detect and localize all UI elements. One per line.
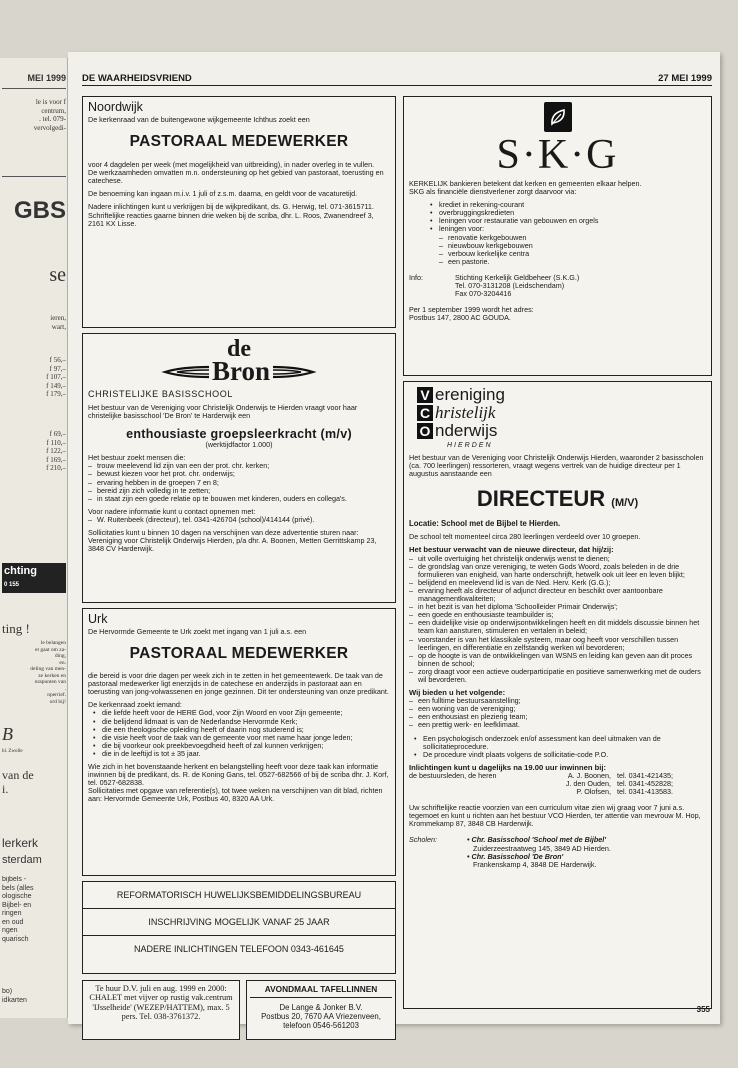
- prev-text-line: Bijbel- en: [2, 901, 32, 909]
- prev-price: f 122,–: [46, 447, 66, 455]
- right-column: [403, 96, 712, 994]
- contact-phone: tel. 0341-421435;: [617, 770, 673, 780]
- list-item: – een goede en enthousiaste teambuilder is;: [409, 611, 706, 619]
- list-item: • die belijdend lidmaat is van de Nederlandse Hervormde Kerk;: [88, 718, 390, 726]
- prev-price: f 149,–: [46, 381, 66, 390]
- contact-name: J. den Ouden,: [565, 779, 611, 788]
- prev-header-rule: [2, 88, 66, 89]
- ad-paragraph: De kerkenraad zoekt iemand:: [88, 700, 182, 710]
- prev-fragment-1: [2, 98, 66, 132]
- vco-place: HIERDEN: [447, 442, 493, 449]
- list-item: – in staat zijn een goede relatie op te bouwen met kinderen, ouders en collega's.: [88, 495, 390, 503]
- ad-skg: [403, 96, 712, 376]
- bureau-name: REFORMATORISCH HUWELIJKSBEMIDDELINGSBUREAU: [116, 890, 362, 900]
- school-name: • Chr. Basisschool 'De Bron': [467, 851, 564, 861]
- vco-letter: O: [417, 423, 433, 439]
- prev-divider: [2, 176, 66, 177]
- list-item: • die een theologische opleiding heeft of daarin nog studerend is;: [88, 726, 390, 734]
- bron-logo: [88, 358, 390, 385]
- headline-mv: (M/V): [611, 497, 639, 510]
- ad-noordwijk: [82, 96, 396, 328]
- prev-vande: van de i.: [2, 768, 34, 796]
- contacts-label: de bestuursleden, de heren: [409, 770, 497, 780]
- prev-chting-banner: chting 0 155: [2, 563, 66, 593]
- contact-phone: tel. 0341-452828;: [617, 779, 673, 788]
- ad-address: Vereniging voor Christelijk Onderwijs Hierden, p/a dhr. A. Boonen, Metten Gerrittskamp 23, 3848 CV Harderwijk.: [88, 536, 377, 554]
- list-item: – bewust kiezen voor het prot. chr. onderwijs;: [88, 470, 390, 478]
- info-lines: [455, 274, 579, 298]
- list-item: – bereid zijn zich volledig in te zetten;: [88, 487, 390, 495]
- previous-page-edge: [0, 58, 68, 1018]
- offer-list: [409, 697, 706, 729]
- avondmaal-title: AVONDMAAL TAFELLINNEN: [250, 984, 392, 998]
- prev-text-line: ze kerken en: [38, 672, 66, 679]
- schools-label: Scholen:: [409, 835, 437, 845]
- bron-logo-name: Bron: [211, 356, 271, 386]
- ad-paragraph: Uw schriftelijke reactie voorzien van een curriculum vitae zien wij graag voor 7 juni a.s. tegemoet en kunt u richten aan het bestuur VCO Hierden, ter attentie van mevrouw M. Hop, Krommekamp 87, 3848 CB Harderwijk.: [409, 803, 701, 829]
- section-heading: Wij bieden u het volgende:: [409, 688, 506, 698]
- list-item: – ervaring hebben in de groepen 7 en 8;: [88, 479, 390, 487]
- ad-paragraph: Schriftelijke reacties gaarne binnen drie weken bij de scriba, dhr. L. Roos, Zwanendreef 3, 2161 KX Lisse.: [88, 210, 374, 228]
- prev-big-text: GBS: [13, 198, 66, 224]
- ad-avondmaal: [246, 980, 396, 1040]
- section-heading: Het bestuur verwacht van de nieuwe directeur, dat hij/zij:: [409, 545, 614, 555]
- list-item: • krediet in rekening-courant: [425, 201, 706, 209]
- prev-text-line: ringen: [2, 910, 22, 917]
- requirements-list: [88, 709, 390, 758]
- prev-page-header: MEI 1999: [27, 74, 66, 83]
- ad-paragraph: Wie zich in het bovenstaande herkent en belangstelling heeft voor deze taak kan informatie inwinnen bij de predikant, ds. R. de Koning Gans, tel. 0527-682566 of bij de scriba dhr. J. Korf, tel. 0527-682838.: [88, 762, 389, 788]
- list-item: • Een psychologisch onderzoek en/of assessment kan deel uitmaken van de sollicitatieprocedure.: [409, 735, 706, 751]
- ad-intro: De kerkenraad van de buitengewone wijkgemeente Ichthus zoekt een: [88, 115, 310, 124]
- prev-price: f 179,–: [46, 390, 66, 398]
- list-item: – een woning van de vereniging;: [409, 705, 706, 713]
- list-item: – een pastorie.: [439, 258, 706, 266]
- wave-right-icon: [273, 364, 317, 380]
- contacts-table: [409, 772, 706, 796]
- prev-price: f 169,–: [46, 455, 66, 464]
- ad-paragraph: voor 4 dagdelen per week (met mogelijkheid van uitbreiding), in nader overleg in te vullen.: [88, 160, 375, 170]
- prev-price: f 107,–: [46, 373, 66, 381]
- ad-wtf: (werktijdfactor 1.000): [205, 440, 273, 450]
- prev-text-line: bijbels -: [2, 876, 27, 883]
- ad-paragraph: Sollicitaties met opgave van referentie(s), tot twee weken na verschijnen van dit blad, richten aan: Hervormde Gemeente Urk, Postbus 40, 8320 AA Urk.: [88, 786, 383, 804]
- list-item: – nieuwbouw kerkgebouwen: [439, 242, 706, 250]
- list-item: – voorstander is van het klassikale systeem, maar oog heeft voor verschillen tussen leerlingen, en differentiatie en zelfstandig werken wil bevorderen;: [409, 636, 706, 652]
- ad-place: Noordwijk: [88, 100, 143, 114]
- contact-phone: tel. 0341-413583.: [617, 787, 673, 797]
- prev-price: f 97,–: [49, 364, 66, 373]
- list-item: – trouw meelevend lid zijn van een der prot. chr. kerken;: [88, 462, 390, 470]
- newspaper-page: [68, 52, 720, 1030]
- ad-paragraph: Het bestuur zoekt mensen die:: [88, 453, 186, 463]
- prev-text-line: ngen: [2, 927, 18, 934]
- ad-huwelijksbureau: [82, 881, 396, 974]
- avondmaal-company: De Lange & Jonker B.V.: [279, 1003, 363, 1012]
- prev-sterdam: sterdam: [2, 854, 42, 866]
- ad-paragraph: Sollicitaties kunt u binnen 10 dagen na verschijnen van deze advertentie sturen naar:: [88, 528, 359, 538]
- ad-paragraph: SKG als financiële dienstverlener zorgt daarvoor via:: [409, 187, 577, 197]
- schools-block: [409, 836, 706, 868]
- vco-word: nderwijs: [435, 421, 498, 440]
- skg-info: [409, 274, 706, 298]
- ad-paragraph: Voor nadere informatie kunt u contact opnemen met:: [88, 506, 256, 516]
- prev-text-line: ord bij!: [49, 698, 66, 705]
- prev-text-line: en.: [59, 659, 66, 666]
- ad-headline: enthousiaste groepsleerkracht (m/v): [126, 427, 352, 442]
- vco-letter: C: [417, 405, 433, 421]
- prev-text-line: idkarten: [2, 996, 27, 1004]
- prev-text-line: .: [64, 685, 66, 692]
- prev-fragment-4: [2, 876, 66, 944]
- services-list: [425, 201, 706, 233]
- prev-fragment-5: [2, 988, 66, 1005]
- list-item: • die liefde heeft voor de HERE God, voor Zijn Woord en voor Zijn gemeente;: [88, 709, 390, 717]
- bureau-line: INSCHRIJVING MOGELIJK VANAF 25 JAAR: [83, 908, 395, 927]
- list-item: • De procedure vindt plaats volgens de sollicitatie-code P.O.: [409, 751, 706, 759]
- ad-paragraph: KERKELIJK bankieren betekent dat kerken en gemeenten elkaar helpen.: [409, 179, 642, 188]
- bron-logo-de: de: [227, 336, 251, 362]
- prev-prices-1: [2, 356, 66, 399]
- avondmaal-address: Postbus 20, 7670 AA Vriezenveen, telefoon 0546-561203: [261, 1012, 381, 1030]
- list-item: – de grondslag van onze vereniging, te weten Gods Woord, zoals beleden in de drie formulieren van enigheid, van harte onderschrijft, hetwelk ook uit leer en leven blijkt;: [409, 563, 706, 579]
- publication-date: 27 MEI 1999: [658, 73, 712, 84]
- wave-left-icon: [161, 364, 209, 380]
- requirements-list: [88, 462, 390, 502]
- ad-headline: PASTORAAL MEDEWERKER: [129, 133, 349, 151]
- list-item: • die in de leeftijd is tot ± 35 jaar.: [88, 750, 390, 758]
- school-address: Zuiderzeestraatweg 145, 3849 AD Hierden.: [473, 843, 611, 853]
- skg-title: S·K·G: [496, 132, 619, 178]
- list-item: – in het bezit is van het diploma 'Schoolleider Primair Onderwijs';: [409, 603, 706, 611]
- prev-price: f 69,–: [49, 430, 66, 438]
- prev-prices-2: [2, 430, 66, 473]
- list-item: – een fulltime bestuursaanstelling;: [409, 697, 706, 705]
- list-item: • die visie heeft voor de taak van de gemeente voor met name haar jonge leden;: [88, 734, 390, 742]
- info-line: Stichting Kerkelijk Geldbeheer (S.K.G.): [455, 272, 580, 282]
- prev-text-line: centrum,: [41, 106, 66, 115]
- ad-chalet: Te huur D.V. juli en aug. 1999 en 2000: CHALET met vijver op rustig vak.centrum 'IJsselheide' (WEZEP/HATTEM), max. 5 pers. Tel. 038-3761372.: [82, 980, 240, 1040]
- ad-paragraph: De benoeming kan ingaan m.i.v. 1 juli of z.s.m. daarna, en geldt voor de vacaturetijd.: [88, 189, 358, 199]
- prev-text-line: en oud: [2, 918, 24, 926]
- list-item: – uit volle overtuiging het christelijk onderwijs wenst te dienen;: [409, 555, 706, 563]
- prev-price: f 210,–: [46, 464, 66, 472]
- vco-logo: [417, 387, 706, 449]
- ad-intro: De Hervormde Gemeente te Urk zoekt met ingang van 1 juli a.s. een: [88, 627, 307, 636]
- prev-letter-b: B: [2, 724, 13, 744]
- vco-letter: V: [417, 387, 433, 403]
- prev-text-line: le belangen: [40, 640, 66, 646]
- prev-text-line: nrapunten van: [34, 679, 66, 685]
- prev-text-line: le is voor f: [35, 98, 66, 106]
- ad-paragraph: De school telt momenteel circa 280 leerlingen verdeeld over 10 groepen.: [409, 532, 641, 542]
- prev-text-line: ding,: [54, 653, 66, 659]
- contact-name: A. J. Boonen,: [567, 770, 611, 780]
- school-address: Frankenskamp 4, 3848 DE Harderwijk.: [473, 859, 597, 869]
- list-item: • overbruggingskredieten: [425, 209, 706, 217]
- ad-intro: Het bestuur van de Vereniging voor Christelijk Onderwijs te Hierden vraagt voor haar christelijke basisschool 'De Bron' te Harderwijk een: [88, 403, 358, 421]
- ad-paragraph: Postbus 147, 2800 AC GOUDA.: [409, 313, 511, 323]
- list-item: – belijdend en meelevend lid is van de Ned. Herv. Kerk (G.G.);: [409, 579, 706, 587]
- prev-fragment-3: [2, 640, 66, 705]
- list-item: – zorg draagt voor een actieve ouderparticipatie en positieve samenwerking met de ouders wil bevorderen.: [409, 668, 706, 684]
- section-heading: Inlichtingen kunt u dagelijks na 19.00 uur inwinnen bij:: [409, 762, 607, 772]
- ad-place: Urk: [88, 612, 108, 626]
- school-name: • Chr. Basisschool 'School met de Bijbel': [467, 835, 606, 845]
- ad-paragraph: die bereid is voor drie dagen per week zich in te zetten in het gemeentewerk. De taak van de pastoraal medewerker ligt enerzijds in de catechese en anderzijds in pastoraat aan en toerusting van jong-volwassenen en jonge gezinnen. Dit ter ondersteuning van onze predikant.: [88, 671, 389, 697]
- prev-text-line: et gaat om za-: [35, 646, 66, 653]
- ad-paragraph: De werkzaamheden omvatten m.n. ondersteuning op het gebied van pastoraat, toerusting en catechese.: [88, 168, 384, 186]
- vco-word: hristelijk: [435, 403, 496, 422]
- ad-vco-hierden: [403, 381, 712, 1009]
- list-item: • leningen voor:: [425, 225, 706, 233]
- prev-text-line: ieren,: [50, 314, 66, 322]
- list-item: • die bij voorkeur ook preekbevoegdheid heeft of zal kunnen verkrijgen;: [88, 742, 390, 750]
- prev-text-line: bo): [2, 988, 13, 995]
- contact-phones: [617, 772, 673, 796]
- publication-title: DE WAARHEIDSVRIEND: [82, 73, 192, 84]
- vco-word: ereniging: [435, 385, 505, 404]
- prev-text-line: ologische: [2, 893, 32, 900]
- page-header: [82, 72, 712, 86]
- prev-price: f 56,–: [49, 356, 66, 364]
- contact-item: – W. Ruitenbeek (directeur), tel. 0341-426704 (school)/414144 (privé).: [88, 516, 390, 524]
- list-item: – ervaring heeft als directeur of adjunct directeur en beschikt over aantoonbare managementkwaliteiten;: [409, 587, 706, 603]
- info-line: Fax 070-3204416: [455, 289, 512, 299]
- info-label: Info:: [409, 272, 423, 282]
- page-number: 355: [696, 1005, 710, 1014]
- vco-locatie: Locatie: School met de Bijbel te Hierden.: [409, 519, 561, 529]
- ad-de-bron: [82, 333, 396, 603]
- requirements-list: [409, 555, 706, 685]
- prev-text-line: vervolgedi-: [33, 123, 66, 132]
- list-item: – renovatie kerkgebouwen: [439, 234, 706, 242]
- list-item: – op de hoogte is van de ontwikkelingen van WSNS en leiding kan geven aan dit proces binnen de school;: [409, 652, 706, 668]
- prev-text-line: wart,: [51, 322, 66, 331]
- list-item: • leningen voor restauratie van gebouwen en orgels: [425, 217, 706, 225]
- list-item: – een prettig werk- en leefklimaat.: [409, 721, 706, 729]
- prev-text-line: quarisch: [2, 935, 29, 943]
- bron-subtitle: CHRISTELIJKE BASISSCHOOL: [88, 389, 233, 399]
- prev-frag-b: hl. Zwolle: [2, 749, 23, 754]
- ad-headline: [409, 486, 706, 512]
- left-column: [82, 96, 396, 1030]
- prev-text-line: deling van men-: [30, 666, 66, 672]
- list-item: – een enthousiast en plezierig team;: [409, 713, 706, 721]
- prev-text-line: nperrief.: [47, 692, 66, 698]
- prev-text-line: . tel. 079-: [39, 115, 66, 123]
- prev-big-text-2: se: [49, 264, 66, 286]
- list-item: – verbouw kerkelijke centra: [439, 250, 706, 258]
- bureau-phone: NADERE INLICHTINGEN TELEFOON 0343-461645: [83, 935, 395, 954]
- ad-headline: PASTORAAL MEDEWERKER: [129, 645, 349, 663]
- prev-price: f 110,–: [46, 438, 66, 447]
- headline-text: DIRECTEUR: [476, 486, 606, 512]
- ad-paragraph: Nadere inlichtingen kunt u verkrijgen bij de wijkpredikant, ds. G. Herwig, tel. 071-3615711.: [88, 202, 374, 212]
- prev-text-line: bels (alles: [2, 884, 34, 892]
- ad-intro: Het bestuur van de Vereniging voor Christelijk Onderwijs Hierden, waaronder 2 basisscholen (ca. 700 leerlingen) ressorteren, vraagt wegens vertrek van de huidige directeur per 1 augustus aanstaande een: [409, 453, 704, 479]
- ad-paragraph: Per 1 september 1999 wordt het adres:: [409, 305, 534, 315]
- ad-urk: [82, 608, 396, 876]
- services-sublist: [439, 234, 706, 266]
- contact-names: [547, 772, 617, 796]
- prev-fragment-2: [2, 314, 66, 331]
- leaf-icon: [544, 102, 572, 132]
- contact-name: P. Olofsen,: [576, 787, 611, 797]
- procedure-list: [409, 735, 706, 759]
- prev-ting: ting !: [2, 622, 30, 636]
- prev-lerkerk: lerkerk: [2, 836, 39, 850]
- list-item: – een duidelijke visie op onderwijsontwikkelingen heeft en dit middels discussie binnen het team kan aansturen, stimuleren en vertalen in beleid;: [409, 619, 706, 635]
- info-line: Tel. 070-3131208 (Leidschendam): [455, 281, 565, 291]
